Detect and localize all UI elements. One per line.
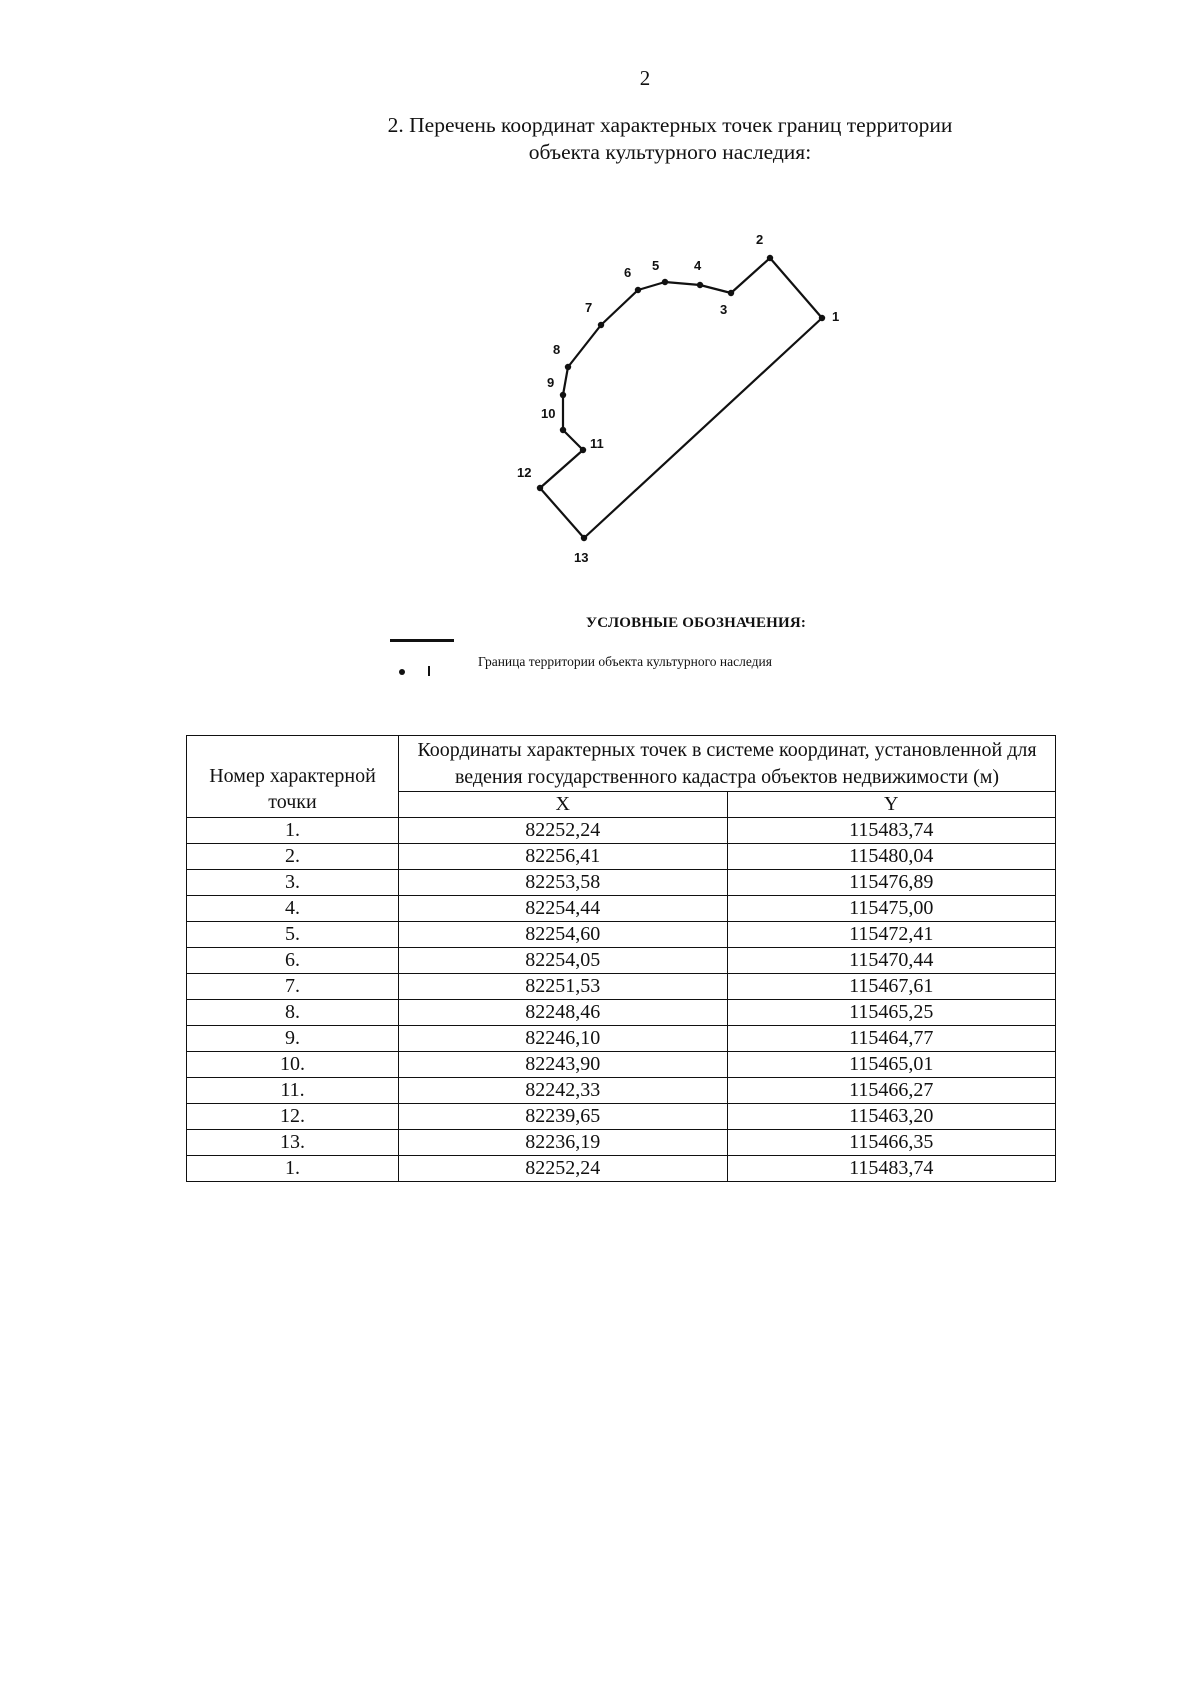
table-row [187,870,1056,896]
point-label: 7 [585,300,593,315]
cell-y: 115475,00 [727,896,1056,922]
legend-boundary-text: Граница территории объекта культурного наследия [478,654,772,669]
cell-x: 82246,10 [399,1026,728,1052]
cell-number: 3. [187,870,399,896]
boundary-point [565,364,571,370]
cell-number: 13. [187,1130,399,1156]
cell-x: 82254,60 [399,922,728,948]
table-row [187,1130,1056,1156]
cell-number: 7. [187,974,399,1000]
legend-point-symbol [399,669,405,675]
cell-x: 82252,24 [399,1156,728,1182]
table-row [187,1078,1056,1104]
header-point-number: Номер характерной точки [187,736,399,818]
cell-x: 82239,65 [399,1104,728,1130]
header-coordinates: Координаты характерных точек в системе координат, установленной для ведения государственного кадастра объектов недвижимости (м) [399,736,1056,792]
title-line-1: 2. Перечень координат характерных точек границ территории [387,113,953,137]
cell-number: 4. [187,896,399,922]
cell-number: 10. [187,1052,399,1078]
point-label: 5 [652,258,660,273]
table-row [187,974,1056,1000]
legend-point-tick [428,666,430,676]
cell-x: 82253,58 [399,870,728,896]
point-label: 11 [590,436,604,451]
table-row [187,1000,1056,1026]
cell-y: 115483,74 [727,1156,1056,1182]
legend-title: УСЛОВНЫЕ ОБОЗНАЧЕНИЯ: [586,615,807,631]
point-label: 2 [756,232,764,247]
cell-x: 82254,44 [399,896,728,922]
cell-y: 115466,27 [727,1078,1056,1104]
boundary-plan [0,0,1200,700]
boundary-point [819,315,825,321]
page-number: 2 [639,66,651,90]
cell-number: 1. [187,1156,399,1182]
boundary-point [767,255,773,261]
boundary-point [662,279,668,285]
cell-x: 82251,53 [399,974,728,1000]
cell-number: 1. [187,818,399,844]
table-row [187,818,1056,844]
boundary-point [560,427,566,433]
boundary-point [560,392,566,398]
point-label: 9 [547,375,555,390]
header-y: Y [727,792,1056,818]
table-row [187,1156,1056,1182]
cell-y: 115466,35 [727,1130,1056,1156]
cell-number: 5. [187,922,399,948]
cell-x: 82242,33 [399,1078,728,1104]
boundary-point [697,282,703,288]
cell-x: 82236,19 [399,1130,728,1156]
cell-y: 115465,01 [727,1052,1056,1078]
cell-number: 8. [187,1000,399,1026]
point-label: 13 [574,550,589,565]
cell-y: 115476,89 [727,870,1056,896]
cell-x: 82252,24 [399,818,728,844]
cell-x: 82243,90 [399,1052,728,1078]
legend-boundary-line-symbol [390,639,454,642]
table-row [187,1026,1056,1052]
cell-y: 115465,25 [727,1000,1056,1026]
cell-y: 115480,04 [727,844,1056,870]
point-label: 10 [541,406,556,421]
cell-number: 6. [187,948,399,974]
table-row [187,896,1056,922]
table-row [187,1104,1056,1130]
point-label: 8 [553,342,561,357]
table-row [187,1052,1056,1078]
point-label: 3 [720,302,728,317]
table-row [187,844,1056,870]
boundary-point [598,322,604,328]
table-row [187,922,1056,948]
point-label: 4 [694,258,702,273]
cell-y: 115464,77 [727,1026,1056,1052]
cell-number: 9. [187,1026,399,1052]
cell-x: 82254,05 [399,948,728,974]
boundary-point [635,287,641,293]
cell-y: 115472,41 [727,922,1056,948]
cell-y: 115467,61 [727,974,1056,1000]
cell-y: 115470,44 [727,948,1056,974]
cell-y: 115483,74 [727,818,1056,844]
boundary-point [580,447,586,453]
boundary-points [537,255,825,541]
cell-x: 82248,46 [399,1000,728,1026]
header-x: X [399,792,728,818]
boundary-point [581,535,587,541]
cell-number: 12. [187,1104,399,1130]
cell-number: 11. [187,1078,399,1104]
point-label: 12 [517,465,532,480]
title-line-2: объекта культурного наследия: [528,140,812,164]
boundary-line [540,258,822,538]
boundary-point [537,485,543,491]
boundary-point [728,290,734,296]
cell-y: 115463,20 [727,1104,1056,1130]
cell-x: 82256,41 [399,844,728,870]
point-label: 6 [624,265,632,280]
cell-number: 2. [187,844,399,870]
coordinates-table [186,735,1056,1182]
table-row [187,948,1056,974]
point-label: 1 [832,309,840,324]
